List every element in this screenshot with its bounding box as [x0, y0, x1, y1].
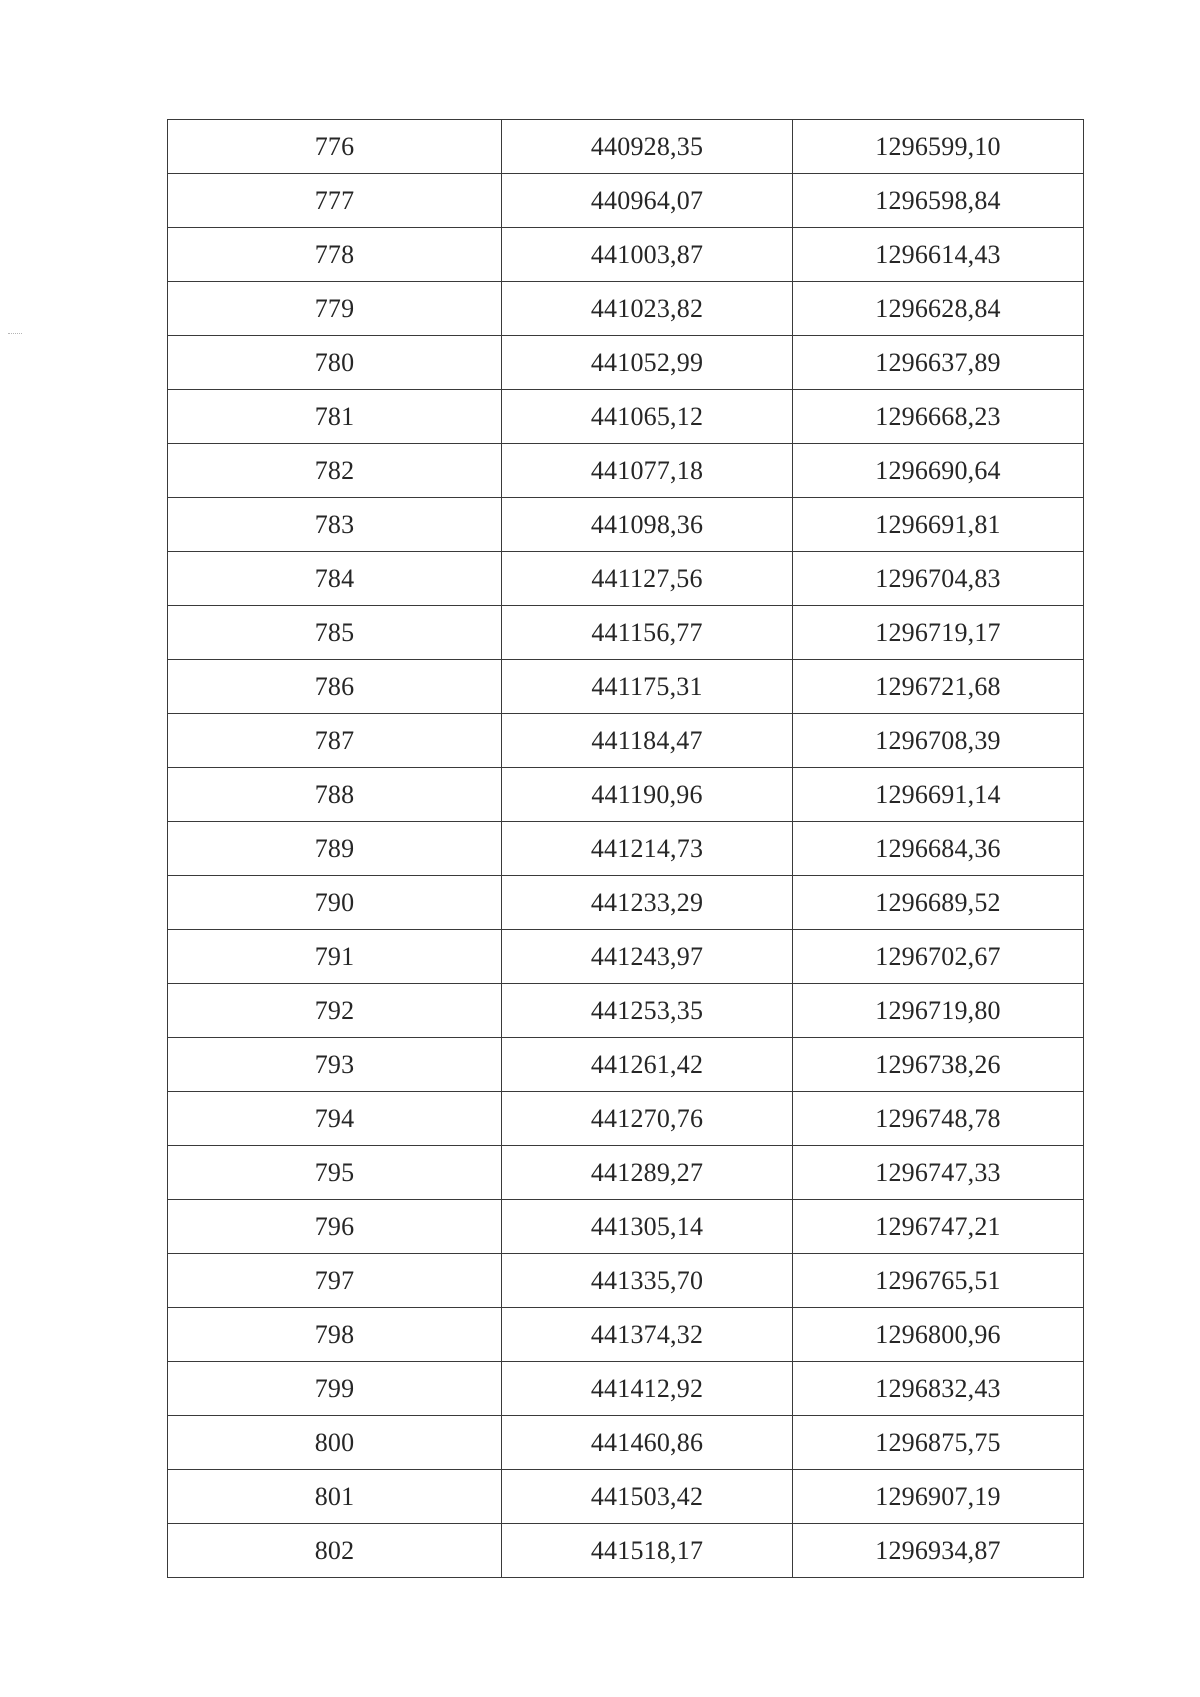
- x-coordinate-cell: 441077,18: [502, 444, 793, 498]
- x-coordinate-cell: 441052,99: [502, 336, 793, 390]
- table-row: [168, 444, 1084, 498]
- y-coordinate-cell: 1296875,75: [793, 1416, 1084, 1470]
- point-number-cell: 788: [168, 768, 502, 822]
- point-number-cell: 793: [168, 1038, 502, 1092]
- x-coordinate-cell: 441098,36: [502, 498, 793, 552]
- table-row: [168, 1362, 1084, 1416]
- table-row: [168, 390, 1084, 444]
- point-number-cell: 802: [168, 1524, 502, 1578]
- x-coordinate-cell: 441003,87: [502, 228, 793, 282]
- table-row: [168, 1038, 1084, 1092]
- x-coordinate-cell: 441460,86: [502, 1416, 793, 1470]
- table-row: [168, 1524, 1084, 1578]
- y-coordinate-cell: 1296637,89: [793, 336, 1084, 390]
- point-number-cell: 799: [168, 1362, 502, 1416]
- y-coordinate-cell: 1296668,23: [793, 390, 1084, 444]
- table-row: [168, 1254, 1084, 1308]
- x-coordinate-cell: 441233,29: [502, 876, 793, 930]
- y-coordinate-cell: 1296747,33: [793, 1146, 1084, 1200]
- table-row: [168, 282, 1084, 336]
- table-row: [168, 336, 1084, 390]
- y-coordinate-cell: 1296614,43: [793, 228, 1084, 282]
- point-number-cell: 786: [168, 660, 502, 714]
- x-coordinate-cell: 441289,27: [502, 1146, 793, 1200]
- x-coordinate-cell: 441374,32: [502, 1308, 793, 1362]
- x-coordinate-cell: 441023,82: [502, 282, 793, 336]
- x-coordinate-cell: 441305,14: [502, 1200, 793, 1254]
- y-coordinate-cell: 1296690,64: [793, 444, 1084, 498]
- table-row: [168, 1470, 1084, 1524]
- y-coordinate-cell: 1296748,78: [793, 1092, 1084, 1146]
- x-coordinate-cell: 441156,77: [502, 606, 793, 660]
- point-number-cell: 784: [168, 552, 502, 606]
- y-coordinate-cell: 1296738,26: [793, 1038, 1084, 1092]
- point-number-cell: 780: [168, 336, 502, 390]
- x-coordinate-cell: 441065,12: [502, 390, 793, 444]
- point-number-cell: 777: [168, 174, 502, 228]
- point-number-cell: 783: [168, 498, 502, 552]
- table-row: [168, 984, 1084, 1038]
- table-row: [168, 1146, 1084, 1200]
- table-row: [168, 768, 1084, 822]
- coordinates-table-body: [168, 120, 1084, 1578]
- y-coordinate-cell: 1296599,10: [793, 120, 1084, 174]
- point-number-cell: 779: [168, 282, 502, 336]
- x-coordinate-cell: 441503,42: [502, 1470, 793, 1524]
- point-number-cell: 800: [168, 1416, 502, 1470]
- x-coordinate-cell: 441190,96: [502, 768, 793, 822]
- table-row: [168, 1308, 1084, 1362]
- table-row: [168, 174, 1084, 228]
- table-row: [168, 1092, 1084, 1146]
- x-coordinate-cell: 440928,35: [502, 120, 793, 174]
- y-coordinate-cell: 1296721,68: [793, 660, 1084, 714]
- x-coordinate-cell: 441214,73: [502, 822, 793, 876]
- point-number-cell: 801: [168, 1470, 502, 1524]
- y-coordinate-cell: 1296689,52: [793, 876, 1084, 930]
- point-number-cell: 795: [168, 1146, 502, 1200]
- point-number-cell: 796: [168, 1200, 502, 1254]
- y-coordinate-cell: 1296832,43: [793, 1362, 1084, 1416]
- table-row: [168, 714, 1084, 768]
- table-row: [168, 876, 1084, 930]
- x-coordinate-cell: 441127,56: [502, 552, 793, 606]
- table-row: [168, 822, 1084, 876]
- point-number-cell: 782: [168, 444, 502, 498]
- point-number-cell: 789: [168, 822, 502, 876]
- y-coordinate-cell: 1296628,84: [793, 282, 1084, 336]
- y-coordinate-cell: 1296708,39: [793, 714, 1084, 768]
- point-number-cell: 797: [168, 1254, 502, 1308]
- x-coordinate-cell: 441175,31: [502, 660, 793, 714]
- y-coordinate-cell: 1296907,19: [793, 1470, 1084, 1524]
- y-coordinate-cell: 1296684,36: [793, 822, 1084, 876]
- x-coordinate-cell: 441518,17: [502, 1524, 793, 1578]
- y-coordinate-cell: 1296598,84: [793, 174, 1084, 228]
- table-row: [168, 498, 1084, 552]
- point-number-cell: 792: [168, 984, 502, 1038]
- x-coordinate-cell: 441261,42: [502, 1038, 793, 1092]
- point-number-cell: 787: [168, 714, 502, 768]
- x-coordinate-cell: 440964,07: [502, 174, 793, 228]
- coordinates-table: [167, 119, 1084, 1578]
- table-row: [168, 1200, 1084, 1254]
- x-coordinate-cell: 441184,47: [502, 714, 793, 768]
- scan-speck: [8, 333, 22, 337]
- y-coordinate-cell: 1296800,96: [793, 1308, 1084, 1362]
- table-row: [168, 228, 1084, 282]
- y-coordinate-cell: 1296747,21: [793, 1200, 1084, 1254]
- y-coordinate-cell: 1296691,81: [793, 498, 1084, 552]
- x-coordinate-cell: 441270,76: [502, 1092, 793, 1146]
- x-coordinate-cell: 441253,35: [502, 984, 793, 1038]
- point-number-cell: 794: [168, 1092, 502, 1146]
- point-number-cell: 776: [168, 120, 502, 174]
- point-number-cell: 778: [168, 228, 502, 282]
- point-number-cell: 791: [168, 930, 502, 984]
- table-row: [168, 120, 1084, 174]
- table-row: [168, 552, 1084, 606]
- x-coordinate-cell: 441243,97: [502, 930, 793, 984]
- point-number-cell: 798: [168, 1308, 502, 1362]
- y-coordinate-cell: 1296934,87: [793, 1524, 1084, 1578]
- x-coordinate-cell: 441335,70: [502, 1254, 793, 1308]
- table-row: [168, 606, 1084, 660]
- y-coordinate-cell: 1296691,14: [793, 768, 1084, 822]
- y-coordinate-cell: 1296704,83: [793, 552, 1084, 606]
- x-coordinate-cell: 441412,92: [502, 1362, 793, 1416]
- y-coordinate-cell: 1296719,17: [793, 606, 1084, 660]
- y-coordinate-cell: 1296702,67: [793, 930, 1084, 984]
- table-row: [168, 660, 1084, 714]
- table-row: [168, 930, 1084, 984]
- point-number-cell: 790: [168, 876, 502, 930]
- point-number-cell: 781: [168, 390, 502, 444]
- table-row: [168, 1416, 1084, 1470]
- point-number-cell: 785: [168, 606, 502, 660]
- y-coordinate-cell: 1296765,51: [793, 1254, 1084, 1308]
- y-coordinate-cell: 1296719,80: [793, 984, 1084, 1038]
